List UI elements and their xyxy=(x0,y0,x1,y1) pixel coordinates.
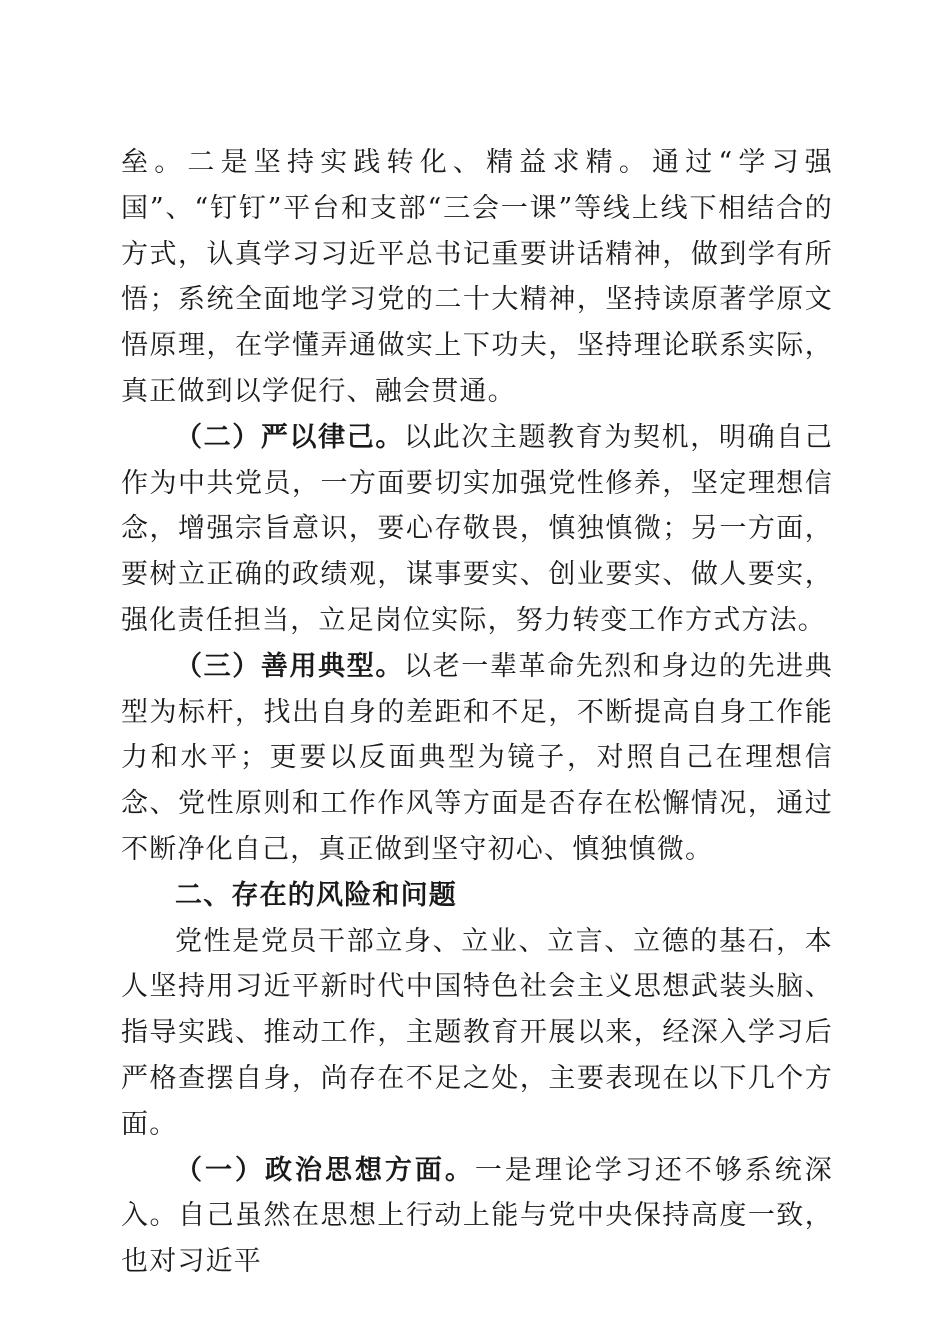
section-heading-text: 二、存在的风险和问题 xyxy=(175,879,457,911)
paragraph-text: 以此次主题教育为契机，明确自己作为中共党员，一方面要切实加强党性修养，坚定理想信念，增强宗旨意识，要心存敬畏，慎独慎微；另一方面，要树立正确的政绩观，谋事要实、创业要实、做人要实，强化责任担当，立足岗位实际，努力转变工作方式方法。 xyxy=(121,421,833,636)
paragraph-text: 垒。二是坚持实践转化、精益求精。通过“学习强国”、“钉钉”平台和支部“三会一课”等线上线下相结合的方式，认真学习习近平总书记重要讲话精神，做到学有所悟；系统全面地学习党的二十大精神，坚持读原著学原文悟原理，在学懂弄通做实上下功夫，坚持理论联系实际，真正做到以学促行、融会贯通。 xyxy=(121,147,833,407)
paragraph-lead: （三）善用典型。 xyxy=(175,650,405,682)
paragraph-use-role-models xyxy=(121,644,833,873)
paragraph-continuation xyxy=(121,140,833,415)
paragraph-text: 一是理论学习还不够系统深入。自己虽然在思想上行动上能与党中央保持高度一致，也对习近平 xyxy=(121,1154,833,1278)
paragraph-party-spirit xyxy=(121,919,833,1148)
paragraph-lead: （二）严以律己。 xyxy=(175,421,405,453)
section-heading xyxy=(121,873,833,919)
paragraph-text: 党性是党员干部立身、立业、立言、立德的基石，本人坚持用习近平新时代中国特色社会主义思想武装头脑、指导实践、推动工作，主题教育开展以来，经深入学习后严格查摆自身，尚存在不足之处，主要表现在以下几个方面。 xyxy=(121,925,833,1140)
paragraph-lead: （一）政治思想方面。 xyxy=(175,1154,475,1186)
document-body xyxy=(121,140,833,1285)
paragraph-strict-self-discipline xyxy=(121,415,833,644)
paragraph-political-thought xyxy=(121,1148,833,1285)
paragraph-text: 以老一辈革命先烈和身边的先进典型为标杆，找出自身的差距和不足，不断提高自身工作能力和水平；更要以反面典型为镜子，对照自己在理想信念、党性原则和工作作风等方面是否存在松懈情况，通过不断净化自己，真正做到坚守初心、慎独慎微。 xyxy=(121,650,833,865)
